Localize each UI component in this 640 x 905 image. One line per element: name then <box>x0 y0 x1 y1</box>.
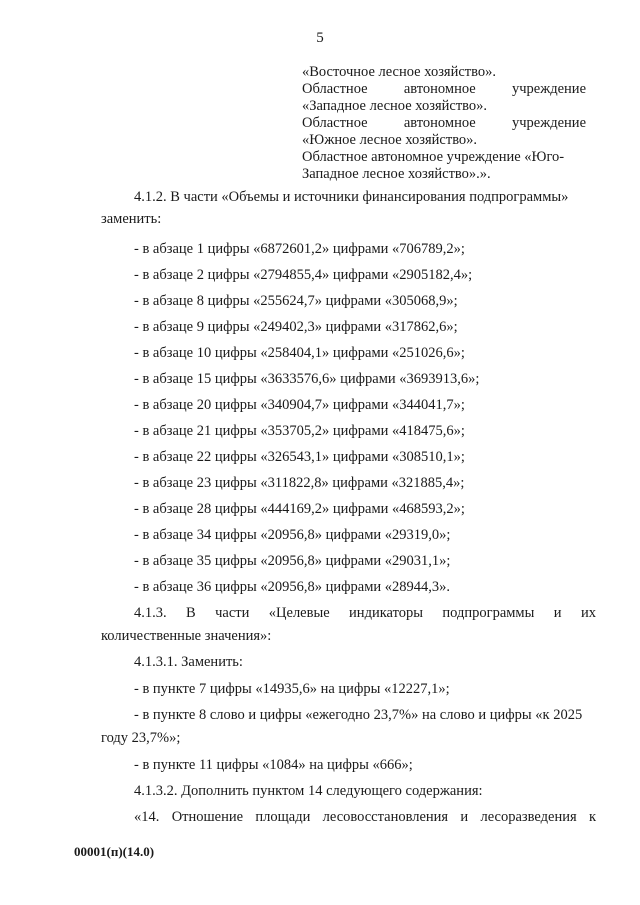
table-line: Областное автономное учреждение <box>302 115 586 131</box>
subsection-4131: 4.1.3.1. Заменить: <box>134 654 243 670</box>
list-item: - в абзаце 10 цифры «258404,1» цифрами «251026,6»; <box>134 345 465 361</box>
list-item: - в абзаце 28 цифры «444169,2» цифрами «468593,2»; <box>134 501 465 517</box>
list-item: - в пункте 8 слово и цифры «ежегодно 23,7%» на слово и цифры «к 2025 <box>134 707 583 723</box>
table-line: «Восточное лесное хозяйство». <box>302 64 496 80</box>
section-412-heading: 4.1.2. В части «Объемы и источники финансирования подпрограммы» <box>134 189 569 205</box>
section-413-heading: 4.1.3. В части «Целевые индикаторы подпрограммы и их <box>134 605 596 621</box>
list-item: - в абзаце 22 цифры «326543,1» цифрами «308510,1»; <box>134 449 465 465</box>
table-line: «Южное лесное хозяйство». <box>302 132 478 148</box>
list-item: - в абзаце 15 цифры «3633576,6» цифрами «3693913,6»; <box>134 371 480 387</box>
list-item: - в абзаце 1 цифры «6872601,2» цифрами «706789,2»; <box>134 241 465 257</box>
table-cell-continuation <box>302 64 586 183</box>
table-line: Областное автономное учреждение <box>302 81 586 97</box>
subsection-4132: 4.1.3.2. Дополнить пунктом 14 следующего содержания: <box>134 783 483 799</box>
list-item: - в абзаце 23 цифры «311822,8» цифрами «321885,4»; <box>134 475 465 491</box>
page-number: 5 <box>316 30 324 46</box>
list-item-cont: году 23,7%»; <box>101 730 181 746</box>
list-item: - в абзаце 8 цифры «255624,7» цифрами «305068,9»; <box>134 293 458 309</box>
section-413-heading-cont: количественные значения»: <box>101 628 272 644</box>
list-item: - в абзаце 35 цифры «20956,8» цифрами «29031,1»; <box>134 553 451 569</box>
list-item: - в абзаце 9 цифры «249402,3» цифрами «317862,6»; <box>134 319 458 335</box>
quote-line: «14. Отношение площади лесовосстановления и лесоразведения к <box>134 809 596 825</box>
table-line: Западное лесное хозяйство».». <box>302 166 491 182</box>
list-item: - в пункте 11 цифры «1084» на цифры «666»; <box>134 757 413 773</box>
list-item: - в пункте 7 цифры «14935,6» на цифры «12227,1»; <box>134 681 450 697</box>
table-line: Областное автономное учреждение «Юго- <box>302 149 565 165</box>
list-item: - в абзаце 21 цифры «353705,2» цифрами «418475,6»; <box>134 423 465 439</box>
document-code: 00001(п)(14.0) <box>74 844 155 859</box>
section-412-heading-cont: заменить: <box>101 211 162 227</box>
list-item: - в абзаце 36 цифры «20956,8» цифрами «28944,3». <box>134 579 451 595</box>
table-line: «Западное лесное хозяйство». <box>302 98 488 114</box>
list-item: - в абзаце 2 цифры «2794855,4» цифрами «2905182,4»; <box>134 267 473 283</box>
list-item: - в абзаце 34 цифры «20956,8» цифрами «29319,0»; <box>134 527 451 543</box>
list-item: - в абзаце 20 цифры «340904,7» цифрами «344041,7»; <box>134 397 465 413</box>
